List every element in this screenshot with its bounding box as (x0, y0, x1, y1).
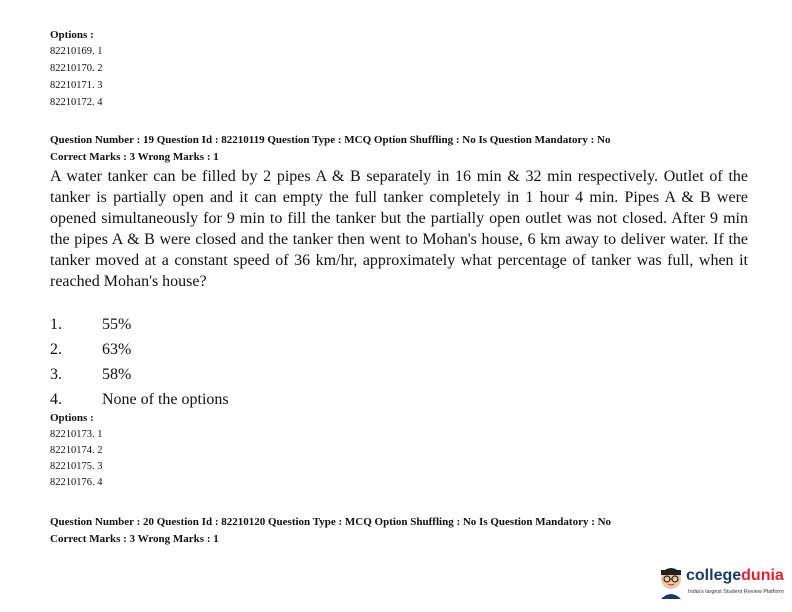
option-id-line: 82210175. 3 (50, 461, 103, 472)
option-id-line: 82210176. 4 (50, 477, 103, 488)
choice-4 (50, 390, 229, 410)
option-id-line: 82210172. 4 (50, 97, 103, 108)
logo-word-part2: dunia (741, 567, 784, 584)
mascot-icon (656, 565, 686, 601)
choice-text: None of the options (102, 391, 229, 408)
question-19-header: Question Number : 19 Question Id : 82210119 Question Type : MCQ Option Shuffling : No Is Question Mandatory : No (50, 134, 611, 146)
choice-3 (50, 365, 131, 385)
option-id-line: 82210173. 1 (50, 429, 103, 440)
question-20-header: Question Number : 20 Question Id : 82210120 Question Type : MCQ Option Shuffling : No Is Question Mandatory : No (50, 516, 612, 528)
choice-text: 55% (102, 316, 132, 333)
logo-tagline: India's largest Student Review Platform (688, 589, 784, 595)
option-id-line: 82210170. 2 (50, 63, 103, 74)
choice-number: 2. (50, 341, 62, 358)
choice-1 (50, 315, 131, 335)
collegedunia-logo (656, 563, 788, 605)
logo-word-part1: college (686, 567, 742, 584)
question-19-marks: Correct Marks : 3 Wrong Marks : 1 (50, 151, 219, 163)
choice-2 (50, 340, 131, 360)
question-20-marks: Correct Marks : 3 Wrong Marks : 1 (50, 533, 219, 545)
question-19-text: A water tanker can be filled by 2 pipes A & B separately in 16 min & 32 min respectively. Outlet of the tanker is partially open and it can empty the full tanker completely in 1 hour 4 min. Pipes A & B were opened simultaneously for 9 min to fill the tanker but the partially open outlet was not closed. After 9 min the pipes A & B were closed and the tanker then went to Mohan's house, 6 km away to deliver water. If the tanker moved at a constant speed of 36 km/hr, approximately what percentage of tanker was full, when it reached Mohan's house? (50, 168, 748, 290)
option-id-line: 82210171. 3 (50, 80, 103, 91)
choice-number: 4. (50, 391, 62, 408)
choice-text: 58% (102, 366, 132, 383)
logo-wordmark (686, 567, 784, 585)
choice-number: 3. (50, 366, 62, 383)
options-label: Options : (50, 412, 94, 424)
options-label: Options : (50, 29, 94, 41)
option-id-line: 82210174. 2 (50, 445, 103, 456)
choice-number: 1. (50, 316, 62, 333)
option-id-line: 82210169. 1 (50, 46, 103, 57)
choice-text: 63% (102, 341, 132, 358)
